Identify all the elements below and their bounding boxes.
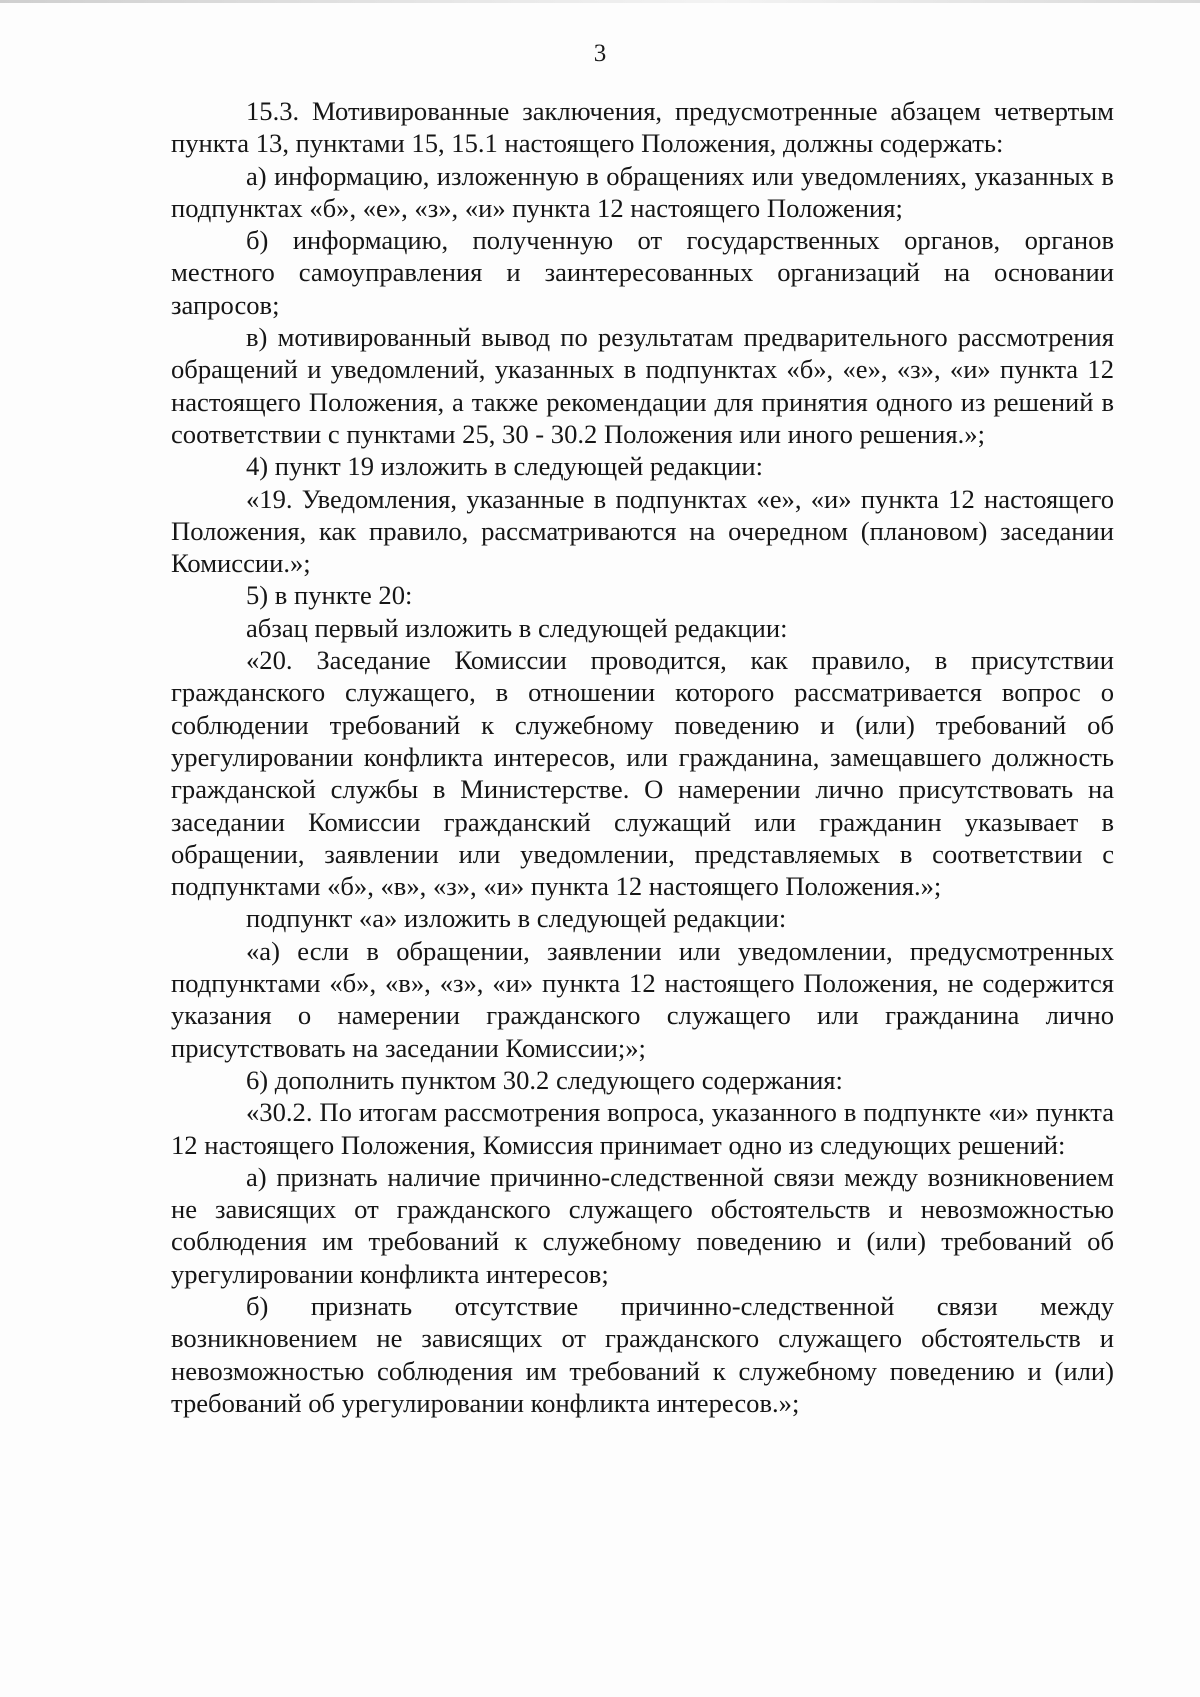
paragraph-30-2: «30.2. По итогам рассмотрения вопроса, указанного в подпункте «и» пункта 12 настоящего Положения, Комиссия принимает одно из следующих решений: [171, 1097, 1114, 1160]
paragraph-15-3-b: б) информацию, полученную от государственных органов, органов местного самоуправления и заинтересованных организаций на основании запросов; [171, 225, 1114, 320]
paragraph-20-a: «а) если в обращении, заявлении или уведомлении, предусмотренных подпунктами «б», «в», «з», «и» пункта 12 настоящего Положения, не содержится указания о намерении гражданского служащего или гражданина лично присутствовать на заседании Комиссии;»; [171, 935, 1114, 1063]
paragraph-15-3-a: а) информацию, изложенную в обращениях или уведомлениях, указанных в подпунктах «б», «е», «з», «и» пункта 12 настоящего Положения; [171, 160, 1114, 223]
paragraph-15-3: 15.3. Мотивированные заключения, предусмотренные абзацем четвертым пункта 13, пунктами 15, 15.1 настоящего Положения, должны содержать: [171, 96, 1114, 159]
page-number: 3 [593, 40, 607, 67]
paragraph-30-2-a: а) признать наличие причинно-следственной связи между возникновением не зависящих от гражданского служащего обстоятельств и невозможностью соблюдения им требований к служебному поведению и (или) требований об урегулировании конфликта интересов; [171, 1161, 1114, 1289]
paragraph-item-6: 6) дополнить пунктом 30.2 следующего содержания: [246, 1064, 843, 1095]
paragraph-19: «19. Уведомления, указанные в подпунктах «е», «и» пункта 12 настоящего Положения, как правило, рассматриваются на очередном (плановом) заседании Комиссии.»; [171, 483, 1114, 579]
paragraph-podpunkt-a: подпункт «а» изложить в следующей редакции: [246, 903, 787, 934]
paragraph-item-5: 5) в пункте 20: [246, 580, 413, 611]
paragraph-item-4: 4) пункт 19 изложить в следующей редакции: [246, 451, 763, 482]
paragraph-15-3-v: в) мотивированный вывод по результатам предварительного рассмотрения обращений и уведомлений, указанных в подпунктах «б», «е», «з», «и» пункта 12 настоящего Положения, а также рекомендации для принятия одного из решений в соответствии с пунктами 25, 30 - 30.2 Положения или иного решения.»; [171, 322, 1114, 449]
document-body [171, 95, 1114, 1419]
scan-top-edge [0, 0, 1200, 3]
paragraph-30-2-b: б) признать отсутствие причинно-следственной связи между возникновением не зависящих от гражданского служащего обстоятельств и невозможностью соблюдения им требований к служебному поведению и (или) требований об урегулировании конфликта интересов.»; [171, 1290, 1114, 1418]
paragraph-20: «20. Заседание Комиссии проводится, как правило, в присутствии гражданского служащего, в отношении которого рассматривается вопрос о соблюдении требований к служебному поведению и (или) требований об урегулировании конфликта интересов, или гражданина, замещавшего должность гражданской службы в Министерстве. О намерении лично присутствовать на заседании Комиссии гражданский служащий или гражданин указывает в обращении, заявлении или уведомлении, представляемых в соответствии с подпунктами «б», «в», «з», «и» пункта 12 настоящего Положения.»; [171, 645, 1114, 902]
paragraph-abzac-1: абзац первый изложить в следующей редакции: [246, 612, 788, 643]
